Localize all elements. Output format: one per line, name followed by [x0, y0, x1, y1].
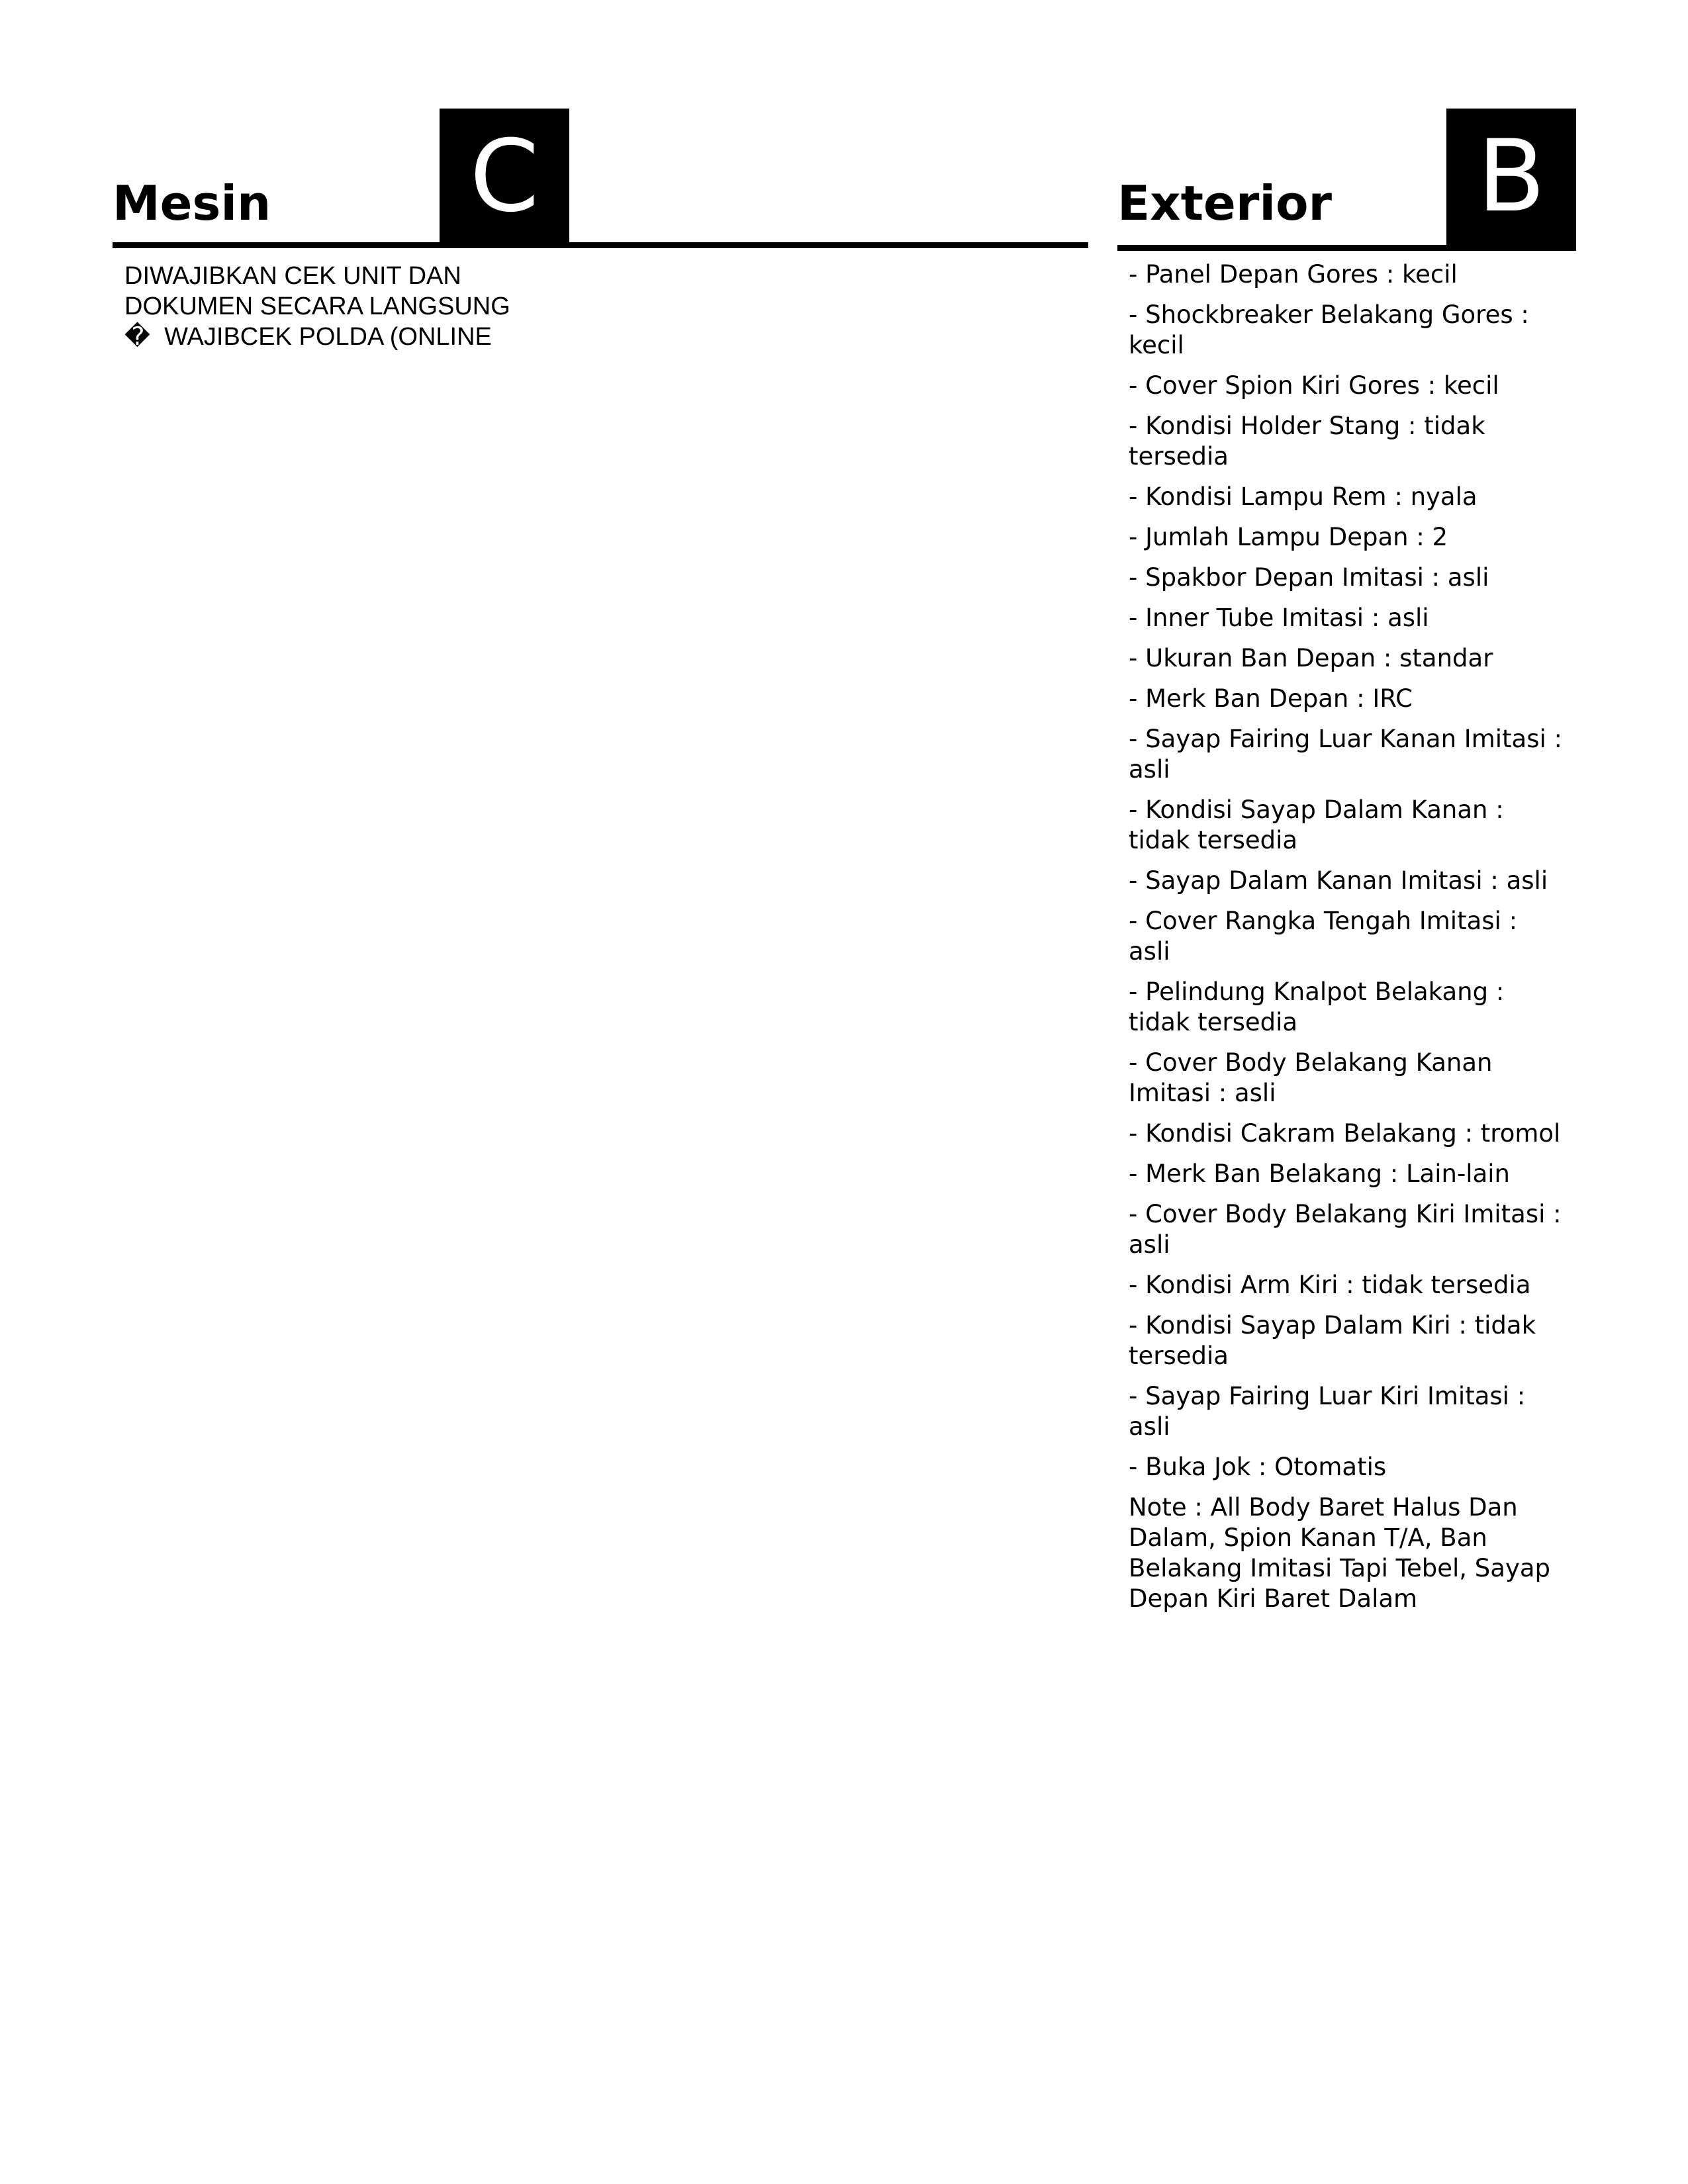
exterior-condition-item: - Cover Rangka Tengah Imitasi : asli [1129, 907, 1518, 966]
exterior-condition-item: - Kondisi Sayap Dalam Kanan : tidak tersedia [1129, 796, 1504, 854]
exterior-condition-item: - Sayap Fairing Luar Kanan Imitasi : asli [1129, 725, 1562, 784]
exterior-condition-item: - Spakbor Depan Imitasi : asli [1129, 563, 1489, 592]
exterior-condition-item: - Pelindung Knalpot Belakang : tidak tersedia [1129, 978, 1505, 1036]
exterior-grade-badge: B [1446, 109, 1576, 245]
exterior-condition-item: - Cover Body Belakang Kiri Imitasi : asli [1129, 1200, 1562, 1259]
exterior-condition-item: - Kondisi Lampu Rem : nyala [1129, 482, 1477, 511]
exterior-note: Note : All Body Baret Halus Dan Dalam, Spion Kanan T/A, Ban Belakang Imitasi Tapi Tebel, Sayap Depan Kiri Baret Dalam [1129, 1493, 1551, 1613]
exterior-divider [1117, 245, 1576, 251]
mesin-note-line: DOKUMEN SECARA LANGSUNG [124, 293, 510, 320]
exterior-condition-item: - Sayap Dalam Kanan Imitasi : asli [1129, 866, 1548, 895]
mesin-notes [124, 261, 561, 352]
exterior-condition-item: - Kondisi Cakram Belakang : tromol [1129, 1119, 1561, 1148]
mesin-note-line: DIWAJIBKAN CEK UNIT DAN [124, 262, 461, 290]
mesin-divider [113, 242, 1088, 248]
exterior-condition-item: - Ukuran Ban Depan : standar [1129, 644, 1493, 672]
exterior-condition-item: - Buka Jok : Otomatis [1129, 1453, 1387, 1481]
exterior-condition-item: - Kondisi Sayap Dalam Kiri : tidak tersedia [1129, 1311, 1536, 1370]
mesin-section-title: Mesin [113, 175, 271, 231]
exterior-condition-item: - Cover Spion Kiri Gores : kecil [1129, 371, 1499, 400]
exterior-condition-item: - Shockbreaker Belakang Gores : kecil [1129, 300, 1529, 359]
exterior-condition-item: - Merk Ban Depan : IRC [1129, 684, 1413, 713]
exterior-condition-item: - Kondisi Arm Kiri : tidak tersedia [1129, 1271, 1531, 1299]
exterior-condition-item: - Merk Ban Belakang : Lain-lain [1129, 1160, 1510, 1188]
exterior-condition-item: - Kondisi Holder Stang : tidak tersedia [1129, 412, 1485, 471]
mesin-note-line: � WAJIBCEK POLDA (ONLINE [124, 323, 492, 351]
exterior-condition-item: - Sayap Fairing Luar Kiri Imitasi : asli [1129, 1382, 1526, 1441]
exterior-condition-item: - Inner Tube Imitasi : asli [1129, 604, 1429, 632]
exterior-section-title: Exterior [1117, 175, 1333, 231]
mesin-grade-badge: C [440, 109, 569, 245]
exterior-condition-item: - Cover Body Belakang Kanan Imitasi : asli [1129, 1048, 1493, 1107]
exterior-condition-list [1129, 259, 1566, 1614]
exterior-condition-item: - Jumlah Lampu Depan : 2 [1129, 523, 1448, 551]
exterior-condition-item: - Panel Depan Gores : kecil [1129, 260, 1458, 289]
